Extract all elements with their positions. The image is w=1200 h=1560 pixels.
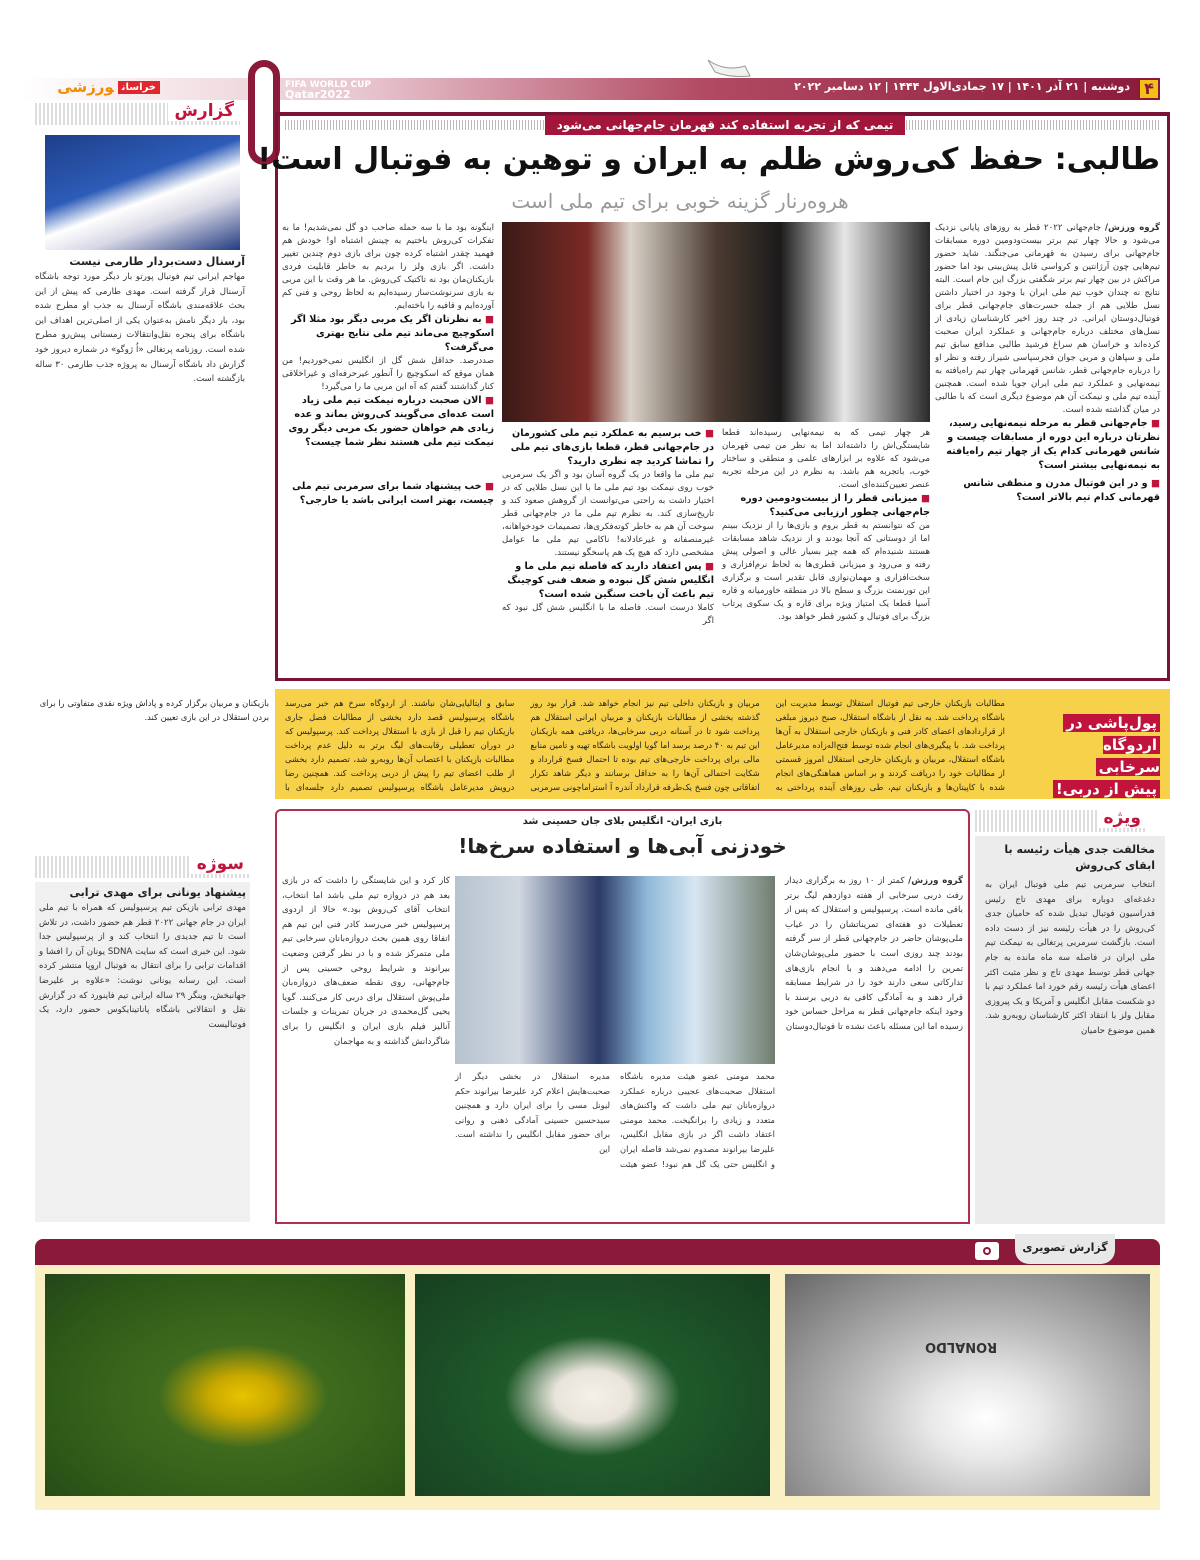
- title-line: پول‌پاشی در: [1063, 714, 1160, 732]
- tournament-line2: Qatar2022: [285, 88, 351, 101]
- story-body: مهدی ترابی بازیکن تیم پرسپولیس که همراه با تیم ملی ایران در جام جهانی ۲۰۲۲ قطر هم حضور داشت، در تلاش است تا تیم جدیدی را انتخاب کند و از پرسپولیس جدا شود. این خبری است که سایت SDNA یونان آن را افشا و اقدامات ترابی را برای انتقال به فوتبال اروپا منتشر کرده است. این رسانه یونانی نوشت: «علاوه بر علیرضا جهانبخش، وینگر ۲۹ ساله ایرانی تیم فاینورد که در گزارش نقل و انتقالاتی باشگاه پاناتینایکوس حضور دارد، یک فوتبالیست: [39, 903, 247, 1030]
- main-col-4: [282, 222, 494, 508]
- main-col-2: [722, 427, 930, 624]
- story-torabi: [35, 882, 250, 1222]
- question: ■ به نظرتان اگر یک مربی دیگر بود مثلا اگر اسکوچیچ می‌ماند تیم ملی نتایج بهتری می‌گرفت؟: [282, 313, 494, 355]
- main-kicker: تیمی که از تجربه استفاده کند قهرمان جام‌جهانی می‌شود: [545, 115, 905, 135]
- section-label-text: سوژه: [191, 854, 250, 874]
- draw-ceremony-photo: [502, 222, 930, 422]
- story-title: پیشنهاد یونانی برای مهدی ترابی: [69, 886, 246, 899]
- vije-box: [975, 836, 1165, 1224]
- main-col-3: [502, 427, 714, 628]
- story-title: مخالفت جدی هیأت رئیسه با ابقای کی‌روش: [1004, 843, 1155, 872]
- question: ■ میزبانی قطر را از بیست‌ودومین دوره جام‌جهانی چطور ارزیابی می‌کنید؟: [722, 492, 930, 520]
- paragraph: جام‌جهانی ۲۰۲۲ قطر به روزهای پایانی نزدیک می‌شود و حالا چهار تیم برتر بیست‌ودومین دوره مسابقات جام‌جهانی برای رسیدن به قهرمانی می‌جنگند. شاید حضور تیم‌هایی چون آرژانتین و کرواسی قابل پیش‌بینی بود اما حضور مراکش در بین چهار تیم برتر شگفتی بزرگ این جام است. البته نتایج نه چندان خوب تیم ملی ایران با وجود در اختیار داشتن نسل طلایی هم از جمله حسرت‌های جام‌جهانی قطر برای فوتبال‌دوستان ایرانی. در چند روز اخیر کارشناسان زیادی از نسل‌های مختلف درباره جام‌جهانی و عملکرد ایران صحبت کرده‌اند و خراسان هم سراغ فرشید طالبی مدافع سابق تیم ملی و سپاهان و مربی جوان فجرسپاسی شیراز رفته و نظر او را درباره جام‌جهانی قطر، شانس قهرمانی چهار تیم راه‌یافته به نیمه‌نهایی و عملکرد تیم ملی ایران جویا شده است. همچنین آینده تیم ملی و نیمکت آن هم موضوع دیگری است که با طالبی در میان گذاشته شده است.: [935, 223, 1160, 415]
- question: ■ جام‌جهانی قطر به مرحله نیمه‌نهایی رسید، نظرتان درباره این دوره از مسابقات چیست و شانس قهرمانی کدام یک از چهار تیم راه‌یافته به نیمه‌نهایی بیشتر است؟: [935, 417, 1160, 473]
- question: ■ پس اعتقاد دارید که فاصله تیم ملی ما و انگلیس شش گل نبوده و ضعف فنی کوچینگ تیم باعث آن باخت سنگین شده است؟: [502, 560, 714, 602]
- paragraph: تیم ملی ما واقعا در یک گروه آسان بود و اگر یک سرمربی خوب روی نیمکت بود تیم ملی ما با این نسل طلایی که در اختیار داشت به راحتی می‌توانست از گروهش صعود کند و تاریخ‌سازی کند. به نظرم تیم ملی ما در جام‌جهانی قطر سوخت آن هم به خاطر کوته‌فکری‌ها، تصمیمات خودخواهانه، غیرمنصفانه و غیرعادلانه! ناکامی تیم ملی ما عوامل مشخصی دارد که هیچ یک هم پاسخگو نیستند.: [502, 470, 714, 558]
- story-arsenal: [35, 255, 245, 387]
- taremi-photo: [45, 135, 240, 250]
- derby-box-body: مطالبات بازیکنان خارجی تیم فوتبال استقلال توسط مدیریت این باشگاه پرداخت شد. به نقل از باشگاه استقلال، صبح دیروز مبلغی از قراردادهای اعضای کادر فنی و بازیکنان خارجی استقلال به آن‌ها پرداخت شد. با پیگیری‌های انجام شده توسط فتح‌اله‌زاده مدیرعامل باشگاه استقلال، مربیان و بازیکنان خارجی استقلال امروز قسمتی از مطالبات خود را دریافت کردند و بر اساس هماهنگی‌های انجام شده با کاپیتان‌ها و بازیکنان تیم، طی روزهای آینده پرداختی به مربیان و بازیکنان داخلی تیم نیز انجام خواهد شد. قرار بود روز گذشته بخشی از مطالبات بازیکنان و مربیان ایرانی استقلال هم پرداخت شود تا در آستانه دربی سرخابی‌ها، دریافتی همه بازیکنان این تیم به ۴۰ درصد برسد اما گویا اولویت باشگاه تهیه و تامین منابع مالی برای پرداخت خارجی‌های تیم بوده تا احتمال فسخ قرارداد و شکایت احتمالی آن‌ها را به حداقل برسانند و دیگر شاهد تکرار اتفاقاتی چون فسخ یک‌طرفه قرارداد آندره آ استراماچونی سرمربی سابق و ایتالیایی‌شان نباشند. از اردوگاه سرخ هم خبر می‌رسد باشگاه پرسپولیس قصد دارد بخشی از مطالبات فصل جاری بازیکنان تیم را قبل از بازی با استقلال پرداخت کند. پرسپولیس که در دوران تعطیلی رقابت‌های لیگ برتر به دلیل عدم پرداخت مطالبات بازیکنان با اعتصاب آن‌ها روبه‌رو شد، تصمیم دارد بخشی از طلب اعضای تیم را پیش از دربی پرداخت کند. همچنین رضا درویش مدیرعامل باشگاه پرسپولیس تصمیم دارد جلسه‌ای با بازیکنان و مربیان برگزار کرده و پاداش ویژه نقدی متفاوتی را برای بردن استقلال در این بازی تعیین کند.: [39, 698, 1005, 792]
- main-subhead: هروه‌رنار گزینه خوبی برای تیم ملی است: [511, 189, 849, 213]
- section-label-text: ویژه: [1097, 808, 1147, 828]
- portugal-player-photo: [415, 1274, 770, 1496]
- section-label-vije: [975, 810, 1147, 832]
- main-headline: طالبی: حفظ کی‌روش ظلم به ایران و توهین به فوتبال است!: [257, 142, 1160, 177]
- logo-name: ورزشی: [57, 78, 114, 96]
- tournament-name: [285, 80, 371, 100]
- question: ■ خب پیشنهاد شما برای سرمربی تیم ملی چیست، بهتر است ایرانی باشد یا خارجی؟: [282, 480, 494, 508]
- byline: گروه ورزش/: [908, 876, 964, 886]
- bottom-kicker: بازی ایران- انگلیس بلای جان حسینی شد: [522, 816, 723, 827]
- tournament-line1: FIFA WORLD CUP: [285, 80, 372, 90]
- question: ■ الان صحبت درباره نیمکت تیم ملی زیاد است عده‌ای می‌گویند کی‌روش بماند و عده زیادی هم خواهان حضور یک مربی دیگر روی نیمکت تیم ملی هستند نظر شما چیست؟: [282, 394, 494, 450]
- story-body: مهاجم ایرانی تیم فوتبال پورتو بار دیگر مورد توجه باشگاه آرسنال قرار گرفته است. مهدی طارمی که پیش از این بحث علاقه‌مندی باشگاه آرسنال به جذب او مطرح شده بود، بار دیگر نامش به‌عنوان یکی از اصلی‌ترین اهداف این باشگاه برای پنجره نقل‌وانتقالات زمستانی پیش‌رو مطرح شده است. روزنامه پرتغالی «اُ ژوگو» در شماره دیروز خود گزارش داد باشگاه آرسنال به پروژه جذب طارمی ۳۰ ساله بازگشته است.: [35, 272, 245, 385]
- shirt-name: RONALDO: [925, 1339, 998, 1354]
- section-label-text: گزارش: [168, 101, 240, 121]
- brazil-player-photo: [45, 1274, 405, 1496]
- paragraph: کاملا درست است. فاصله ما با انگلیس شش گل نبود که اگر: [502, 603, 714, 626]
- photo-report-label: گزارش تصویری: [1015, 1234, 1115, 1264]
- bottom-col-1: [785, 874, 963, 1035]
- story-body: انتخاب سرمربی تیم ملی فوتبال ایران به دغدغه‌ای دوباره برای مهدی تاج رئیس فدراسیون فوتبال تبدیل شده که حامیان جدی کی‌روش را در هیأت رئیسه نیز از دست داده است. بازگشت سرمربی پرتغالی به نیمکت تیم ملی ایران در فاصله سه ماه مانده به جام جهانی قطر توسط مهدی تاج و نظر مثبت اکثر اعضای هیأت رئیسه رقم خورد اما عملکرد تیم با دو شکست مقابل انگلیس و آمریکا و یک پیروزی مقابل ولز با انتقاد اکثر کارشناسان روبه‌رو شد. همین موضوع حامیان: [985, 880, 1155, 1036]
- paragraph: هر چهار تیمی که به نیمه‌نهایی رسیده‌اند قطعا شایستگی‌اش را داشته‌اند اما به نظر من تیمی قهرمان می‌شود که علاوه بر ابزارهای علمی و منطقی و ساختار خوب، باتجربه هم باشد. به نظرم در این مرحله تجربه عنصر تعیین‌کننده‌ای است.: [722, 428, 930, 490]
- bottom-col-3: کار کرد و این شایستگی را داشت که در بازی بعد هم در دروازه تیم ملی باشد اما انتخاب، انتخاب آقای کی‌روش بود.» حالا از اردوی پرسپولیس خبر می‌رسد کادر فنی این تیم هم اتفاقا روی همین بحث دروازه‌بانان سرخابی تیم ملی متمرکز شده و با در نظر گرفتن وضعیت بیرانوند و شرایط روحی حسینی پس از جام‌جهانی، روی نقطه ضعف‌های دروازه‌بان ملی‌پوش استقلال برای دربی کار می‌کنند. گویا یحیی گل‌محمدی در جریان تمرینات و جلسات آنالیز فیلم بازی ایران و انگلیس را برای شاگردانش گذاشته و به مهاجمان: [282, 876, 450, 1047]
- mascot-icon: [700, 58, 755, 78]
- queiroz-goalkeeper-photo: [455, 876, 775, 1064]
- derby-box-title: [1040, 712, 1160, 800]
- paragraph: صددرصد. حداقل شش گل از انگلیس نمی‌خوردیم! من همان موقع که اسکوچیچ را آنطور غیرحرفه‌ای و غیراخلاقی کنار گذاشتند گفتم که آه این مربی ما را می‌گیرد!: [282, 356, 494, 392]
- question: ■ خب برسیم به عملکرد تیم ملی کشورمان در جام‌جهانی قطر، قطعا بازی‌های تیم ملی را تماشا کردید چه نظری دارید؟: [502, 427, 714, 469]
- bottom-headline: خودزنی آبی‌ها و استفاده سرخ‌ها!: [458, 834, 787, 858]
- camera-icon: [975, 1242, 999, 1260]
- paragraph: من که نتوانستم به قطر بروم و بازی‌ها را از نزدیک ببینم اما از دوستانی که آنجا بودند و از نزدیک شاهد مسابقات هستند شنیده‌ام که همه چیز بسیار عالی و اصولی پیش رفته و می‌رود و میزبانی قطری‌ها به لحاظ نرم‌افزاری و سخت‌افزاری و مهمان‌نوازی قابل تقدیر است و برگزاری این تورنمنت بزرگ و سطح بالا در منطقه خاورمیانه و قاره آسیا قطعا یک امتیاز ویژه برای قاره و یک سکوی پرتاب بزرگ برای فوتبال و کشور قطر خواهد بود.: [722, 521, 930, 622]
- section-label-sooje: [35, 856, 250, 878]
- story-title: آرسنال دست‌بردار طارمی نیست: [69, 255, 245, 268]
- paragraph: کمتر از ۱۰ روز به برگزاری دیدار رفت دربی سرخابی از هفته دوازدهم لیگ برتر باقی مانده است. پرسپولیس و استقلال که پس از تعطیلات دو هفته‌ای تمریناتشان را در غیاب ملی‌پوشان حاضر در جام‌جهانی قطر از سر گرفته بودند چند روزی است با حضور ملی‌پوشان‌شان تمرین را ادامه می‌دهند و با انجام بازی‌های تدارکاتی سعی دارند خود را در شرایط مسابقه قرار دهند و به آمادگی کافی به دربی برسند با وجود اینکه جام‌جهانی قطر به مراحل حساس خود رسیده اما این مسئله باعث نشده تا فوتبال‌دوستان: [785, 876, 963, 1032]
- section-label-report: [35, 103, 240, 125]
- title-line: پیش از دربی!: [1053, 780, 1160, 798]
- question: ■ و در این فوتبال مدرن و منطقی شانس قهرمانی کدام تیم بالاتر است؟: [935, 477, 1160, 505]
- newspaper-logo: [30, 78, 160, 100]
- title-line: اردوگاه سرخابی: [1096, 736, 1160, 776]
- logo-brand: خراسان: [118, 81, 160, 94]
- bottom-col-2: محمد مومنی عضو هیئت مدیره باشگاه استقلال صحبت‌های عجیبی درباره عملکرد دروازه‌بانان تیم ملی داشت که واکنش‌های متعدد و زیادی را برانگیخت. محمد مومنی اعتقاد داشت اگر در بازی مقابل انگلیس، علیرضا بیرانوند مصدوم نمی‌شد فاصله ایران و انگلیس حتی یک گل هم نبود! عضو هیئت مدیره استقلال در بخشی دیگر از صحبت‌هایش اعلام کرد علیرضا بیرانوند حکم لیونل مسی را برای ایران دارد و همچنین سیدحسین حسینی آمادگی ذهنی و روانی برای حضور مقابل انگلیس را نداشته است. این: [455, 1071, 775, 1169]
- byline: گروه ورزش/: [1104, 223, 1160, 233]
- ronaldo-photo: [785, 1274, 1150, 1496]
- paragraph: اینگونه بود ما با سه حمله صاحب دو گل نمی‌شدیم! ما به تفکرات کی‌روش باختیم به چینش اشتباه او! خودش هم فهمید چقدر اشتباه کرده چون برای بازی دوم چندین تغییر داشت. اگر بازی ولز را بردیم به خاطر قابلیت فردی بازیکنان‌مان بود نه تاکتیک کی‌روش. ما هر وقت با این مربی به بازی سرنوشت‌ساز رسیده‌ایم به لحاظ روحی و فنی کم آورده‌ایم و قافیه را باخته‌ایم.: [282, 223, 494, 311]
- page-number: ۴: [1138, 78, 1160, 100]
- main-col-1: [935, 222, 1160, 505]
- date-line: دوشنبه | ۲۱ آذر ۱۴۰۱ | ۱۷ جمادی‌الاول ۱۴۴۴ | ۱۲ دسامبر ۲۰۲۲: [794, 80, 1130, 93]
